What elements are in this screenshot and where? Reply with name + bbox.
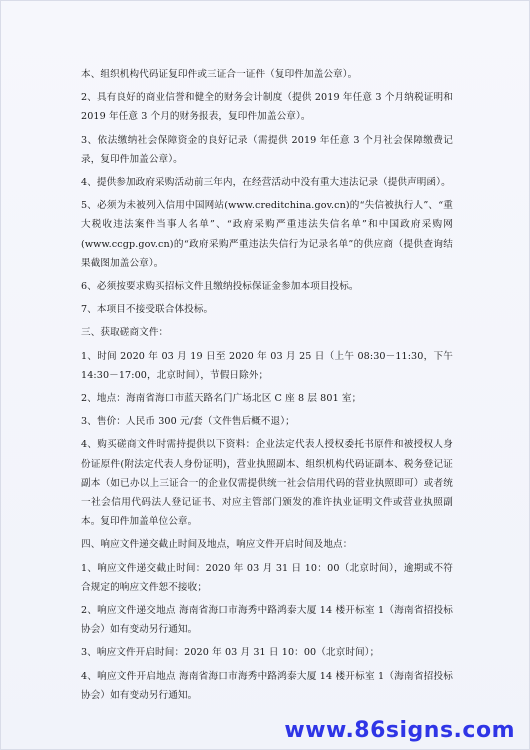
- paragraph-requirement-6: 6、必须按要求购买招标文件且缴纳投标保证金参加本项目投标。: [81, 281, 359, 293]
- document-body: [81, 65, 453, 709]
- paragraph-cert-copy: 本、组织机构代码证复印件或三证合一证件（复印件加盖公章）。: [81, 69, 358, 80]
- paragraph-obtain-location: 2、地点：海南省海口市蓝天路名门广场北区 C 座 8 层 801 室；: [81, 393, 362, 405]
- paragraph-opening-location: 4、响应文件开启地点 海南省海口市海秀中路鸿泰大厦 14 楼开标室 1（海南省招投标协会）如有变动另行通知。: [81, 670, 453, 701]
- paragraph-obtain-price: 3、售价：人民币 300 元/套（文件售后概不退）；: [81, 416, 295, 428]
- paragraph-requirement-3: 3、依法缴纳社会保障资金的良好记录（需提供 2019 年任意 3 个月社会保障缴费记录，复印件加盖公章）。: [81, 134, 453, 165]
- site-watermark: www.86signs.com: [284, 718, 515, 743]
- section-heading-obtain-docs: 三、获取磋商文件：: [81, 327, 169, 339]
- paragraph-submission-deadline: 1、响应文件递交截止时间：2020 年 03 月 31 日 10：00（北京时间），逾期或不符合规定的响应文件恕不接收；: [81, 562, 453, 593]
- paragraph-requirement-2: 2、具有良好的商业信誉和健全的财务会计制度（提供 2019 年任意 3 个月纳税证明和 2019 年任意 3 个月的财务报表，复印件加盖公章）。: [81, 92, 453, 123]
- paragraph-obtain-materials: 4、购买磋商文件时需持提供以下资料：企业法定代表人授权委托书原件和被授权人身份证原件(附法定代表人身份证明)，营业执照副本、组织机构代码证副本、税务登记证副本（如已办以上三证合一的企业仅需提供统一社会信用代码的营业执照即可）或者统一社会信用代码法人登记证书、对应主管部门颁发的准许执业证明文件或营业执照副本。复印件加盖单位公章。: [81, 439, 453, 528]
- paragraph-requirement-5: 5、必须为未被列入信用中国网站(www.creditchina.gov.cn)的“失信被执行人”、“重大税收违法案件当事人名单”、“政府采购严重违法失信名单”和中国政府采购网(www.ccgp.gov.cn)的“政府采购严重违法失信行为记录名单”的供应商（提供查询结果截图加盖公章）。: [81, 200, 454, 269]
- paragraph-opening-time: 3、响应文件开启时间：2020 年 03 月 31 日 10：00（北京时间）；: [81, 647, 380, 659]
- section-heading-submission: 四、响应文件递交截止时间及地点，响应文件开启时间及地点：: [81, 539, 353, 551]
- paragraph-requirement-7: 7、本项目不接受联合体投标。: [81, 304, 214, 316]
- paragraph-requirement-4: 4、提供参加政府采购活动前三年内，在经营活动中没有重大违法记录（提供声明函）。: [81, 177, 451, 189]
- paragraph-obtain-time: 1、时间 2020 年 03 月 19 日至 2020 年 03 月 25 日（上午 08:30－11:30，下午 14:30－17:00，北京时间），节假日除外；: [81, 350, 453, 381]
- paragraph-submission-location: 2、响应文件递交地点 海南省海口市海秀中路鸿泰大厦 14 楼开标室 1（海南省招投标协会）如有变动另行通知。: [81, 605, 453, 636]
